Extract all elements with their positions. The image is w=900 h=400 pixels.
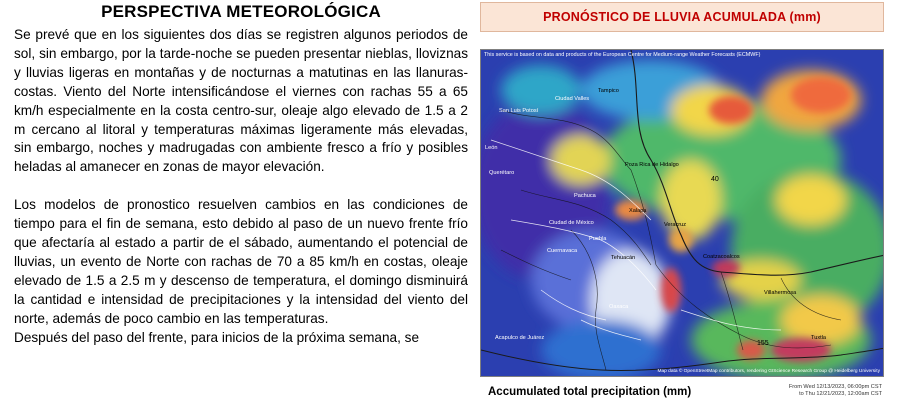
map-header-box <box>480 2 884 32</box>
map-footer-title: Accumulated total precipitation (mm) <box>488 386 692 398</box>
city-label: Ciudad Valles <box>555 96 590 102</box>
map-column <box>480 0 884 400</box>
city-label: León <box>485 145 498 151</box>
paragraph-gap <box>14 177 468 196</box>
map-attribution: This service is based on data and products of the European Centre for Medium-range Weather Forecasts (ECMWF) <box>484 52 761 58</box>
map-header-title: PRONÓSTICO DE LLUVIA ACUMULADA (mm) <box>543 10 821 24</box>
city-label: Tuxtla <box>811 335 827 341</box>
map-credit: Map data © OpenStreetMap contributors, rendering GIScience Research Group @ Heidelberg University <box>657 369 880 374</box>
city-label: San Luis Potosí <box>499 108 539 114</box>
rain-value-label: 40 <box>711 176 719 183</box>
city-label: Tampico <box>598 88 619 94</box>
city-label: Acapulco de Juárez <box>495 335 545 341</box>
precipitation-map-graphic <box>481 50 884 377</box>
city-label: Oaxaca <box>609 304 629 310</box>
paragraph-2: Los modelos de pronostico resuelven cambios en las condiciones de tiempo para el fin de semana, esto debido al paso de un nuevo frente frío que afectaría al estado a partir de el sábado, aumentando el potencial de lluvias, un evento de Norte con rachas de 70 a 85 km/h en costas, oleaje elevado de 1.5 a 2.5 m y descenso de temperatura, el domingo disminuirá la cantidad e intensidad de precipitaciones y la intensidad del viento del norte, además de poco cambio en las temperaturas. <box>14 197 468 326</box>
city-label: Pachuca <box>574 193 596 199</box>
city-label: Querétaro <box>489 170 515 176</box>
city-label: Xalapa <box>629 208 647 214</box>
article-column <box>14 0 468 400</box>
city-label: Veracruz <box>664 222 687 228</box>
article-title: PERSPECTIVA METEOROLÓGICA <box>101 2 381 21</box>
paragraph-1: Se prevé que en los siguientes dos días se registren algunos periodos de sol, sin embargo, por la tarde-noche se pueden presentar nieblas, lloviznas y lluvias ligeras en montañas y de nocturnas a matutinas en las llanuras-costas. Viento del Norte intensificándose el viernes con rachas 55 a 65 km/h especialmente en la costa centro-sur, oleaje algo elevado de 1.5 a 2 m cercano al litoral y temperaturas máximas ligeramente más elevadas, sin embargo, noches y madrugadas con ambiente fresco a frío y posibles heladas al amanecer en zonas de mayor elevación. <box>14 27 468 175</box>
city-label: Tehuacán <box>611 255 636 261</box>
map-footer-range <box>789 384 882 398</box>
footer-from: From Wed 12/13/2023, 06:00pm CST <box>788 384 882 390</box>
city-label: Poza Rica de Hidalgo <box>625 162 679 168</box>
rain-value-label: 155 <box>757 340 769 347</box>
footer-to: to Thu 12/21/2023, 12:00am CST <box>799 391 882 397</box>
city-label: Puebla <box>589 236 607 242</box>
precipitation-map <box>480 49 884 377</box>
city-label: Cuernavaca <box>547 248 578 254</box>
city-label: Coatzacoalcos <box>703 254 740 260</box>
city-label: Villahermosa <box>764 290 797 296</box>
paragraph-3: Después del paso del frente, para inicios de la próxima semana, se <box>14 329 420 345</box>
city-label: Ciudad de México <box>549 220 594 226</box>
